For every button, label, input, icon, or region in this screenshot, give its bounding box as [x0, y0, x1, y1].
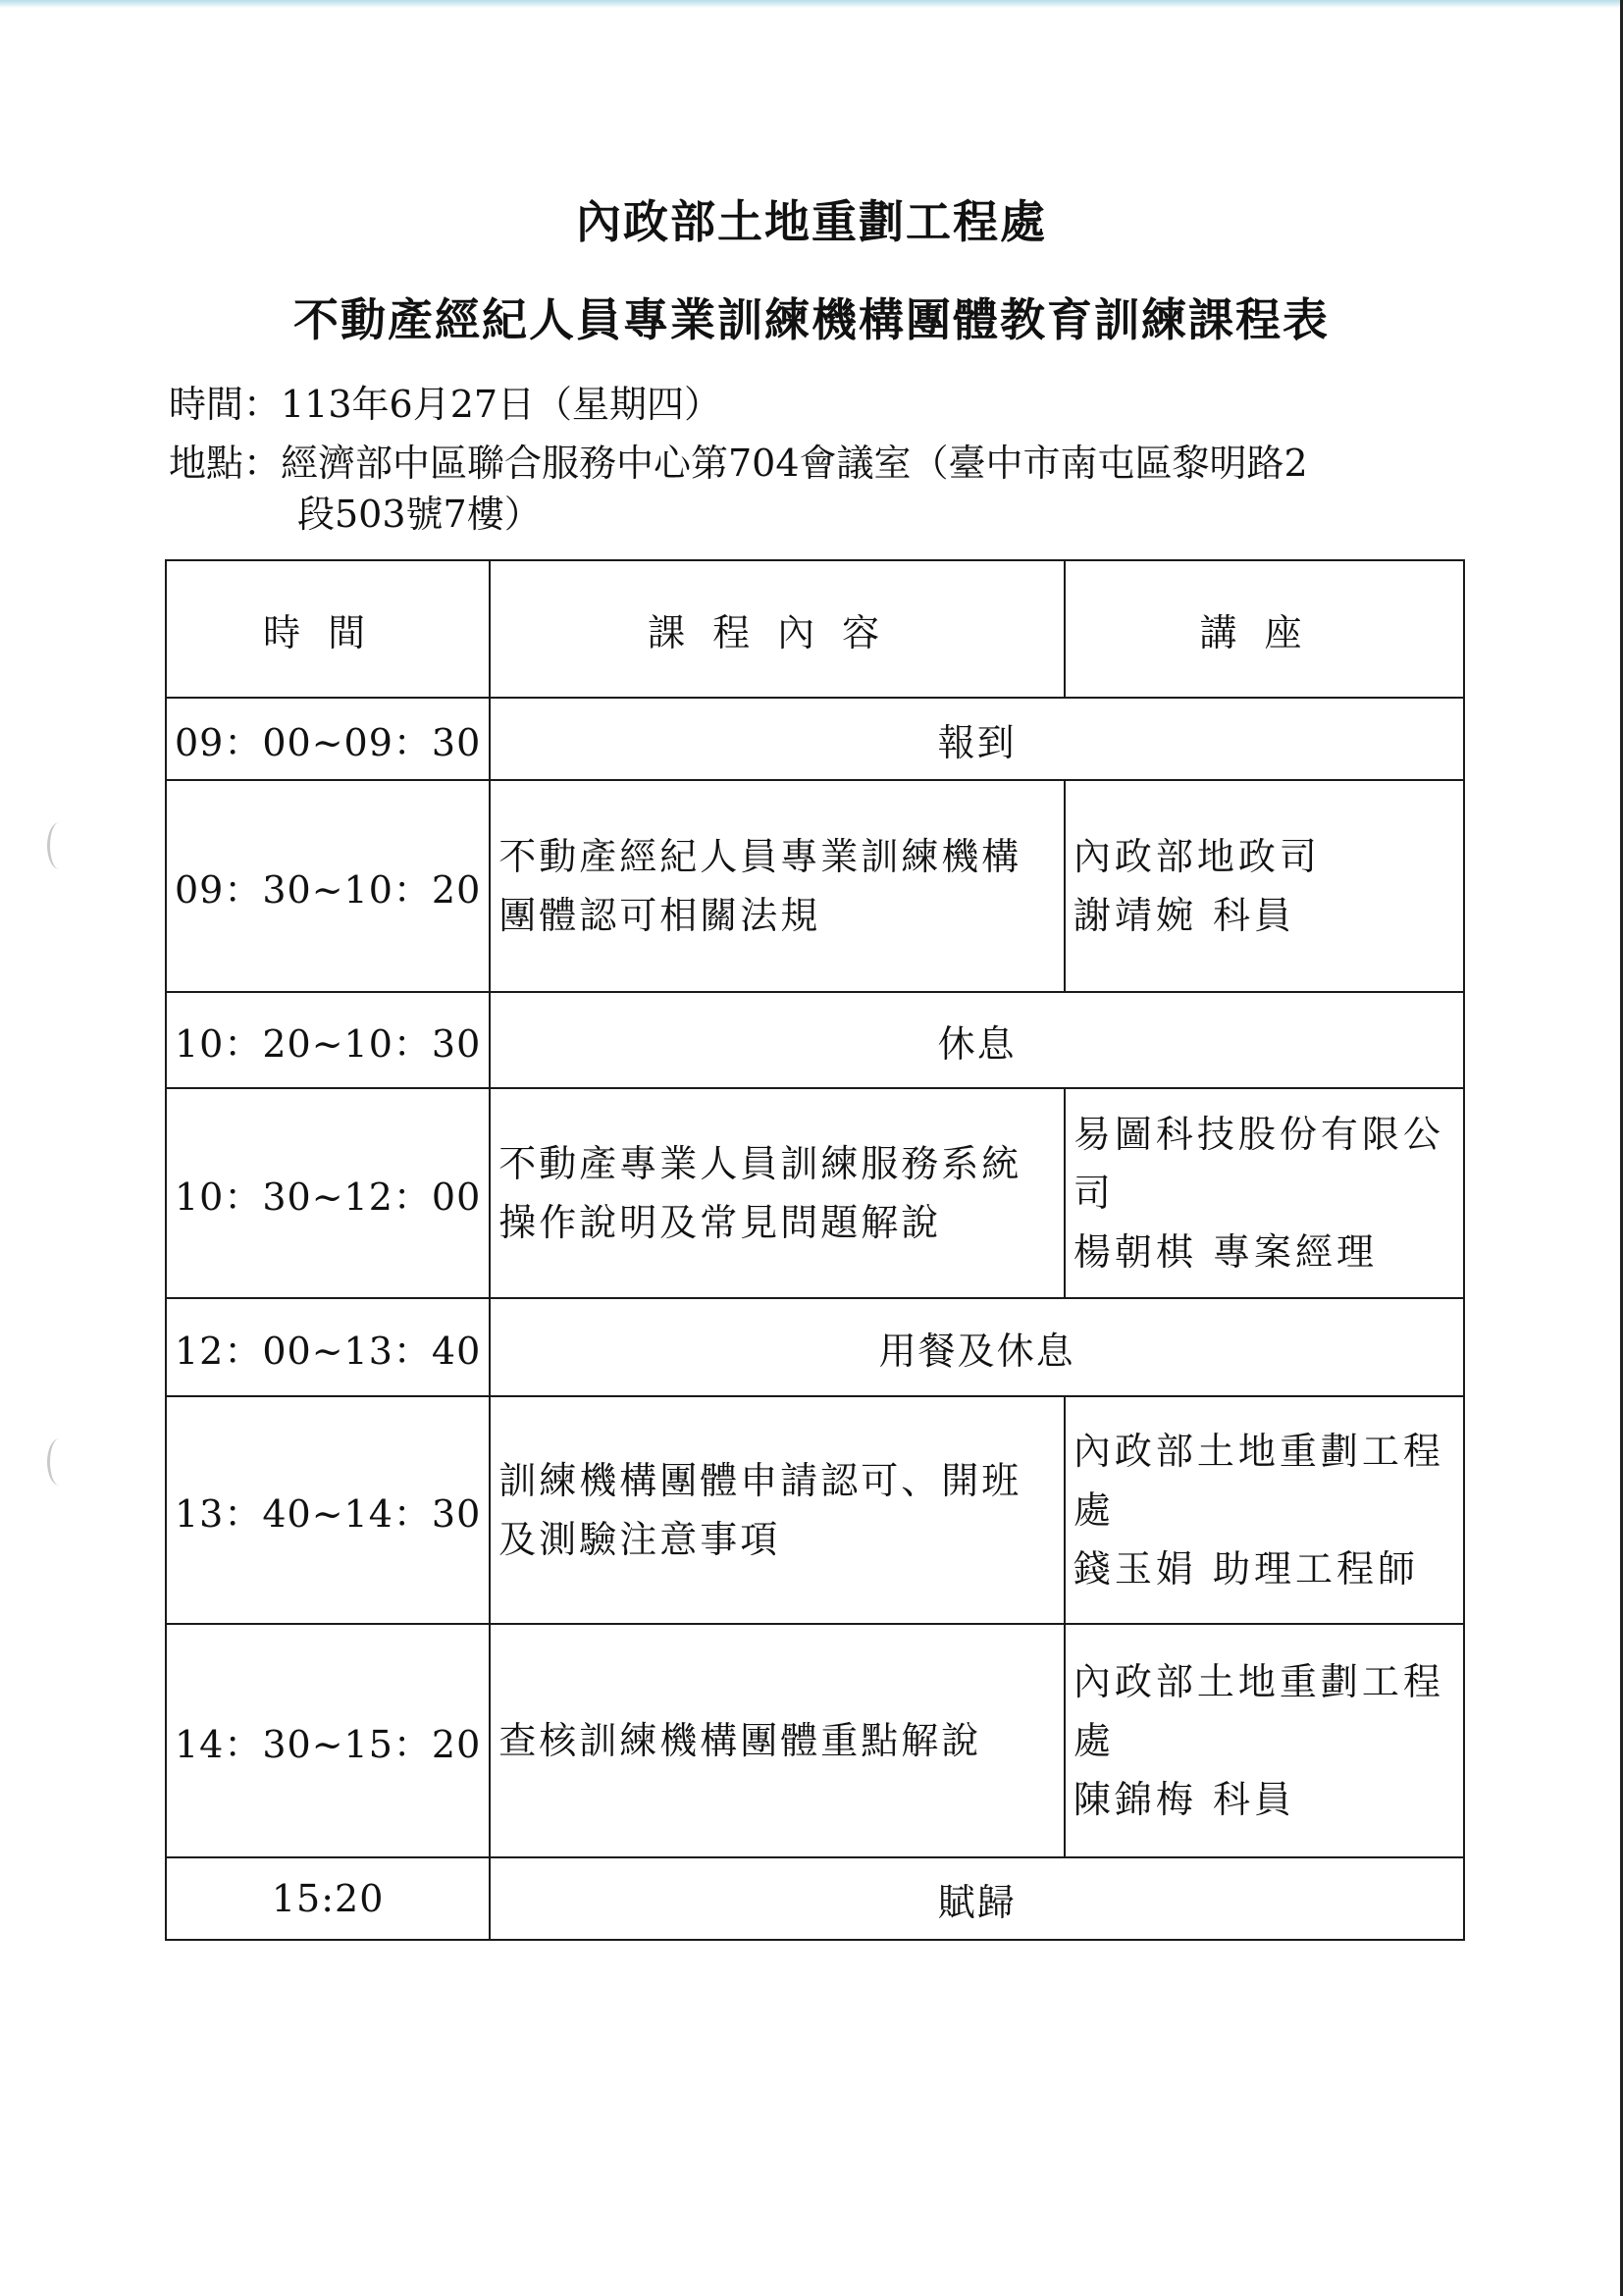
- document-title: 不動產經紀人員專業訓練機構團體教育訓練課程表: [293, 293, 1330, 346]
- lecturer-name: 謝靖婉 科員: [1073, 894, 1295, 937]
- activity-cell: 用餐及休息: [490, 1298, 1464, 1396]
- table-row: [166, 1088, 1464, 1298]
- lecturer-cell: [1065, 1396, 1464, 1624]
- table-row: [166, 780, 1464, 992]
- schedule-table: [165, 559, 1465, 1941]
- scan-edge-top: [0, 0, 1623, 8]
- table-row: [166, 1298, 1464, 1396]
- table-header-row: [166, 560, 1464, 698]
- lecturer-org: 內政部土地重劃工程處: [1073, 1430, 1444, 1532]
- table-row: [166, 698, 1464, 780]
- time-slot: 10：30~12：00: [166, 1088, 490, 1298]
- lecturer-org: 內政部土地重劃工程處: [1073, 1660, 1444, 1762]
- table-row: [166, 1396, 1464, 1624]
- time-slot: 12：00~13：40: [166, 1298, 490, 1396]
- header-time: 時間: [166, 560, 490, 698]
- lecturer-name: 陳錦梅 科員: [1073, 1778, 1295, 1821]
- lecturer-name: 錢玉娟 助理工程師: [1073, 1547, 1419, 1591]
- event-time: 時間：113年6月27日（星期四）: [169, 383, 722, 426]
- activity-cell: 報到: [490, 698, 1464, 780]
- event-place: 地點：經濟部中區聯合服務中心第704會議室（臺中市南屯區黎明路2: [169, 442, 1308, 485]
- time-slot: 14：30~15：20: [166, 1624, 490, 1857]
- lecturer-cell: [1065, 1088, 1464, 1298]
- activity-cell: 休息: [490, 992, 1464, 1088]
- event-place-continued: 段503號7樓）: [297, 493, 542, 536]
- table-row: [166, 1624, 1464, 1857]
- time-slot: 15:20: [166, 1857, 490, 1940]
- punch-hole-mark: [47, 1438, 72, 1486]
- lecturer-cell: [1065, 1624, 1464, 1857]
- lecturer-cell: [1065, 780, 1464, 992]
- activity-cell: 賦歸: [490, 1857, 1464, 1940]
- lecturer-org: 內政部地政司: [1073, 835, 1321, 878]
- table-row: [166, 1857, 1464, 1940]
- time-slot: 09：00~09：30: [166, 698, 490, 780]
- time-slot: 13：40~14：30: [166, 1396, 490, 1624]
- lecturer-org: 易圖科技股份有限公司: [1073, 1113, 1444, 1215]
- table-row: [166, 992, 1464, 1088]
- lecturer-name: 楊朝棋 專案經理: [1073, 1230, 1378, 1274]
- punch-hole-mark: [47, 822, 72, 869]
- time-slot: 10：20~10：30: [166, 992, 490, 1088]
- time-slot: 09：30~10：20: [166, 780, 490, 992]
- header-course: 課程內容: [490, 560, 1065, 698]
- course-content: 不動產專業人員訓練服務系統操作說明及常見問題解說: [490, 1088, 1065, 1298]
- course-content: 訓練機構團體申請認可、開班及測驗注意事項: [490, 1396, 1065, 1624]
- org-title: 內政部土地重劃工程處: [576, 195, 1047, 248]
- course-content: 查核訓練機構團體重點解說: [490, 1624, 1065, 1857]
- course-content: 不動產經紀人員專業訓練機構團體認可相關法規: [490, 780, 1065, 992]
- header-lecturer: 講座: [1065, 560, 1464, 698]
